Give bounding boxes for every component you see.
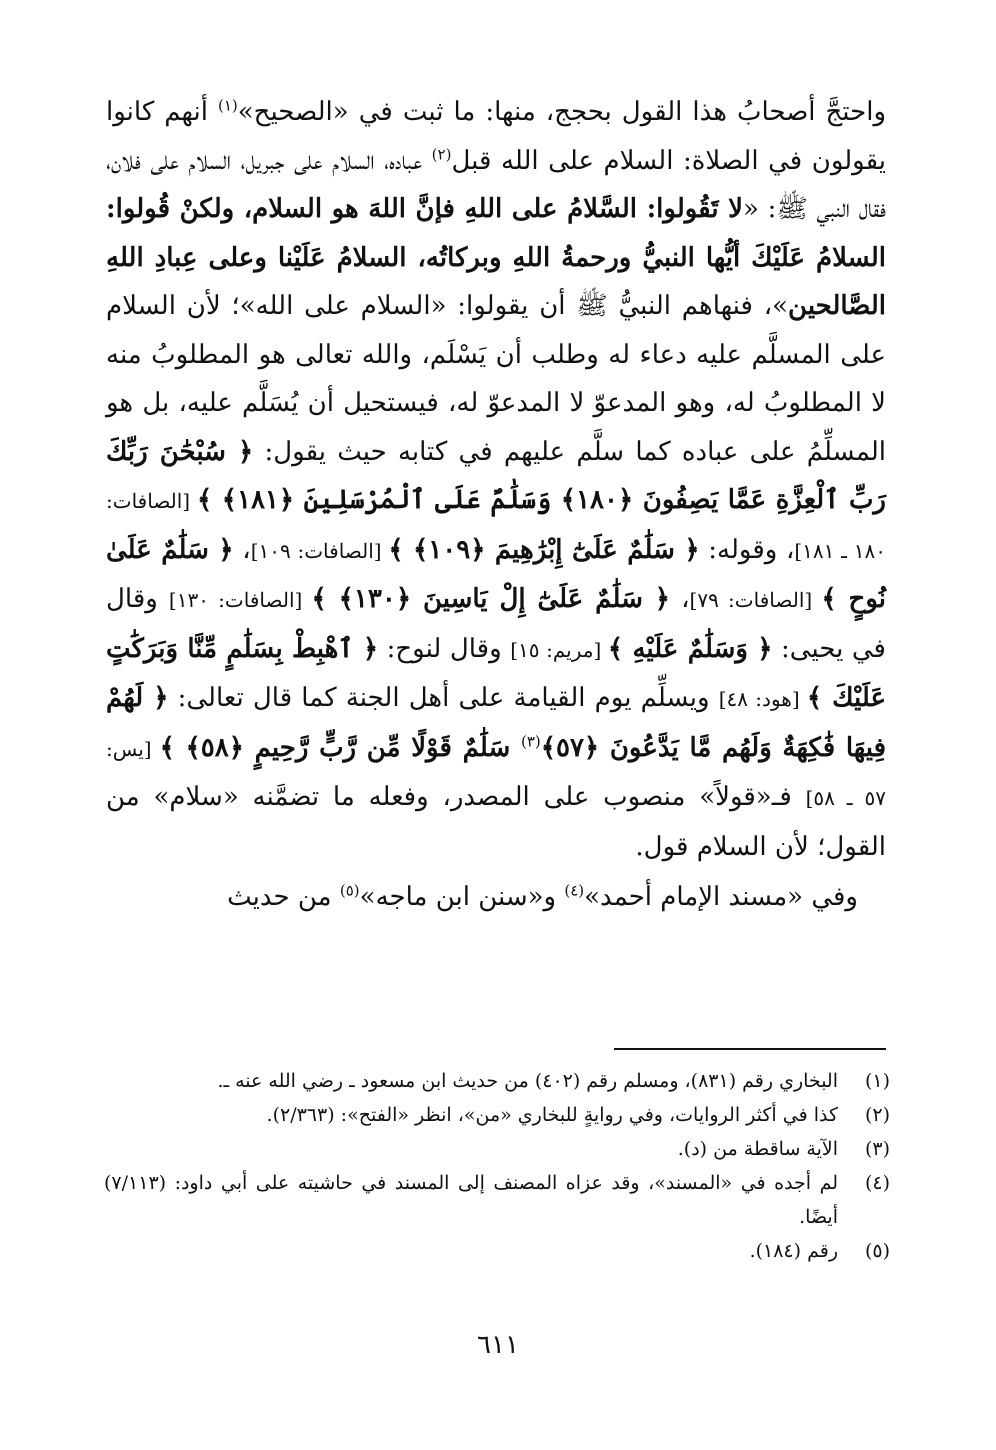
quran-verse: ﴿ ٱهْبِطْ بِسَلَٰمٍ مِّنَّا وَبَرَكَٰتٍ عَلَيْكَ ﴾ [106,633,887,713]
footnote-number: (٢) [864,1104,890,1126]
paragraph-2 [106,873,886,922]
paragraph-1 [106,88,886,871]
footnote-marker-4: (٤) [564,881,585,900]
text-run: واحتجَّ أصحابُ هذا القول بحجج، منها: ما ثبت في «الصحيح» [237,97,886,127]
footnote-item [104,1098,890,1132]
quran-verse: ﴿ سُبْحَٰنَ رَبِّكَ رَبِّ ٱلْعِزَّةِ عَمَّا يَصِفُونَ ﴿١٨٠﴾ وَسَلَٰمٌ عَلَى ٱلْمُرْسَلِينَ ﴿١٨١﴾ ﴾ [106,436,886,515]
footnote-text: البخاري رقم (٨٣١)، ومسلم رقم (٤٠٢) من حديث ابن مسعود ـ رضي الله عنه ـ. [217,1070,838,1092]
text-run: ، [233,534,251,565]
quran-verse: ﴿ سَلَٰمٌ عَلَىٰ نُوحٍ ﴾ [106,534,886,614]
text-run: عباده، السلام على جبريل، السلام على فلان، فقال النبي ﷺ: « [106,145,887,224]
text-run: وقال لنوح: [378,633,511,664]
verse-reference: [الصافات: ١٨٠ ـ ١٨١] [106,489,887,563]
footnote-marker-1: (١) [217,96,238,115]
verse-reference: [هود: ٤٨] [718,687,807,711]
text-run: وفي «مسند الإمام أحمد» [584,882,858,912]
footnote-item [104,1166,890,1234]
quran-verse: ﴿ لَهُمْ فِيهَا فَٰكِهَةٌ وَلَهُم مَّا يَدَّعُونَ ﴿٥٧﴾ [106,683,887,763]
footnotes-list [104,1064,890,1268]
footnote-marker-2: (٢) [431,144,452,163]
quran-verse: ﴿ سَلَٰمٌ عَلَىٰٓ إِلْ يَاسِينَ ﴿١٣٠﴾ ﴾ [311,584,671,614]
footnote-text: لم أجده في «المسند»، وقد عزاه المصنف إلى المسند في حاشيته على أبي داود: (٧/١١٣) أيضًا. [104,1172,838,1228]
text-run: ، وقوله: [699,534,795,565]
verse-reference: [الصافات: ١٣٠] [168,588,312,612]
text-run: من حديث [227,882,340,912]
verse-reference: [الصافات: ٧٩] [689,588,822,612]
footnote-text: الآية ساقطة من (د). [677,1138,838,1160]
footnote-number: (٣) [864,1138,890,1160]
footnote-text: كذا في أكثر الروايات، وفي روايةٍ للبخاري «من»، انظر «الفتح»: (٢/٣٦٣). [266,1104,838,1126]
quran-verse: سَلَٰمٌ قَوْلًا مِّن رَّبٍّ رَّحِيمٍ ﴿٥٨﴾ ﴾ [159,732,521,763]
text-run: »، فنهاهم النبيُّ ﷺ أن يقولوا: «السلام على الله»؛ لأن السلام على المسلَّم عليه دعاء له وطلب أن يَسْلَم، والله تعالى هو المطلوبُ منه لا المطلوبُ له، وهو المدعوّ لا المدعوّ له، فيستحيل أن يُسَلَّم عليه، بل هو المسلِّمُ على عباده كما سلَّم عليهم في كتابه حيث يقول: [106,291,887,467]
verse-reference: [يس: ٥٧ ـ ٥٨] [106,736,886,810]
footnote-number: (١) [864,1070,890,1092]
quran-verse: ﴿ وَسَلَٰمٌ عَلَيْهِ ﴾ [607,633,773,664]
footnote-number: (٥) [864,1240,890,1262]
text-run: و«سنن ابن ماجه» [359,882,565,912]
page-number: ٦١١ [477,1330,519,1360]
verse-reference: [مريم: ١٥] [510,637,608,662]
text-run: وقال في يحيى: [106,584,886,664]
footnote-item [104,1132,890,1166]
footnote-marker-3: (٣) [520,731,541,750]
footnote-text: رقم (١٨٤). [749,1240,838,1262]
footnote-marker-5: (٥) [339,881,360,900]
footnote-number: (٤) [864,1172,890,1194]
text-run: ويسلِّم يوم القيامة على أهل الجنة كما قال تعالى: [168,683,719,713]
footnote-item [104,1064,890,1098]
text-run: فـ«قولاً» منصوب على المصدر، وفعله ما تضمَّنه «سلام» من القول؛ لأن السلام قول. [106,782,886,862]
main-text-block [106,88,886,922]
text-run: أنهم كانوا يقولون في الصلاة: السلام على الله قبل [106,97,886,176]
verse-reference: [الصافات: ١٠٩] [250,538,389,563]
quran-verse: ﴿ سَلَٰمٌ عَلَىٰٓ إِبْرَٰهِيمَ ﴿١٠٩﴾ ﴾ [388,534,700,565]
footnote-item [104,1234,890,1268]
text-run: ، [670,584,690,614]
footnote-divider [614,1048,886,1050]
hadith-quote: لا تَقُولوا: السَّلامُ على اللهِ فإنَّ اللهَ هو السلام، ولكنْ قُولوا: السلامُ عَلَيْكَ أيُّها النبيُّ ورحمةُ اللهِ وبركاتُه، السلامُ عَلَيْنا وعلى عِبادِ اللهِ الصَّالحين [106,194,886,321]
